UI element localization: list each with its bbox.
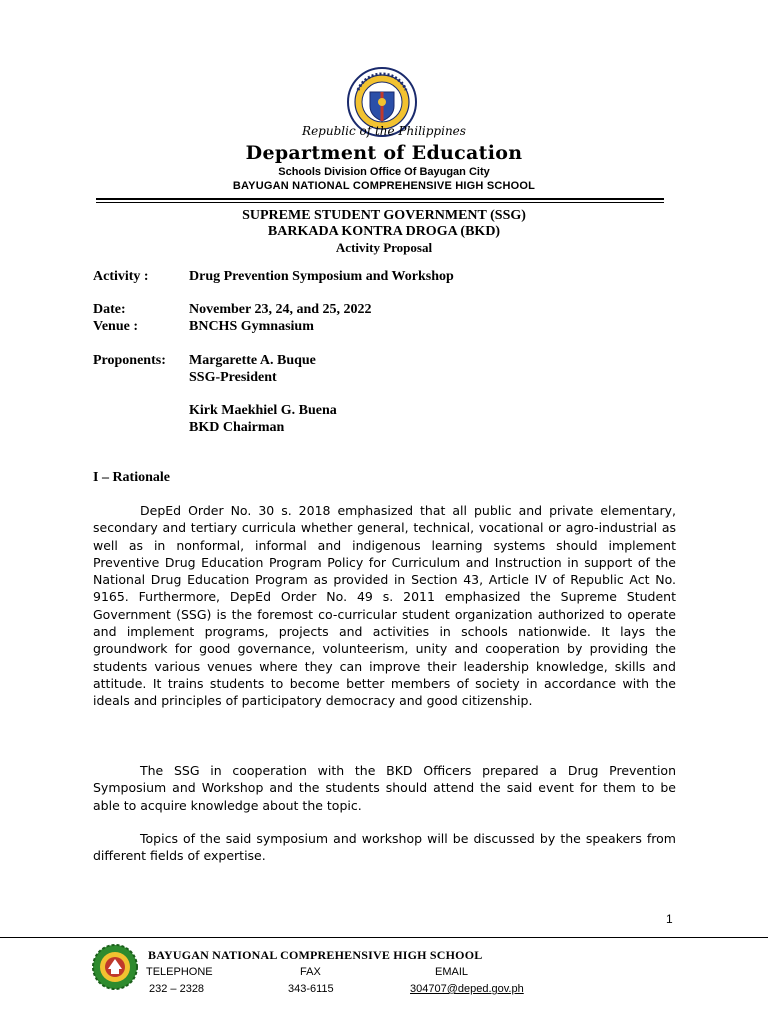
department-heading: Department of Education (245, 142, 523, 164)
date-value: November 23, 24, and 25, 2022 (189, 302, 372, 317)
date-label: Date: (93, 302, 126, 317)
rationale-paragraph-3: Topics of the said symposium and workshop will be discussed by the speakers from different fields of expertise. (93, 831, 676, 864)
division-office-heading: Schools Division Office Of Bayugan City (278, 166, 490, 178)
header-rule-thin (96, 202, 664, 203)
fax-value: 343-6115 (288, 983, 334, 995)
email-label: EMAIL (435, 966, 469, 978)
title-bkd: BARKADA KONTRA DROGA (BKD) (267, 224, 501, 239)
rationale-paragraph-1: DepEd Order No. 30 s. 2018 emphasized that all public and private elementary, secondary and tertiary curricula whether general, technical, vocational or agro-industrial as well as in nonformal, informal and indigenous learning systems should implement Preventive Drug Education Program Policy for Curriculum and Instruction in support of the National Drug Education Program as provided in Section 43, Article IV of Republic Act No. 9165. Furthermore, DepEd Order No. 49 s. 2011 emphasized the Supreme Student Government (SSG) is the foremost co-curricular student organization authorized to operate and implement programs, projects and activities in schools nationwide. It lays the groundwork for good governance, volunteerism, unity and cooperation by providing the students various venues where they can improve their leadership knowledge, skills and attitude. It trains students to become better members of society in accordance with the ideals and principles of participatory democracy and good citizenship. (93, 503, 676, 709)
school-logo (92, 944, 138, 990)
activity-value: Drug Prevention Symposium and Workshop (189, 269, 454, 284)
proponent-1-role: SSG-President (189, 370, 277, 385)
proponents-label: Proponents: (93, 353, 166, 368)
footer-school-name: BAYUGAN NATIONAL COMPREHENSIVE HIGH SCHOOL (148, 948, 483, 962)
page-number: 1 (666, 912, 673, 926)
fax-label: FAX (300, 966, 321, 978)
header-rule-thick (96, 198, 664, 200)
title-activity-proposal: Activity Proposal (335, 240, 433, 255)
rationale-paragraph-2: The SSG in cooperation with the BKD Officers prepared a Drug Prevention Symposium and Workshop and the students should attend the said event for them to be able to acquire knowledge about the topic. (93, 763, 676, 813)
telephone-value: 232 – 2328 (149, 983, 205, 995)
venue-label: Venue : (93, 319, 138, 334)
venue-value: BNCHS Gymnasium (189, 319, 314, 334)
email-link[interactable]: 304707@deped.gov.ph (410, 983, 524, 995)
title-ssg: SUPREME STUDENT GOVERNMENT (SSG) (242, 208, 526, 223)
footer-rule (0, 937, 768, 938)
telephone-label: TELEPHONE (146, 966, 213, 978)
section-heading-rationale: I – Rationale (93, 470, 170, 485)
proponent-2-role: BKD Chairman (189, 420, 285, 435)
proponent-2-name: Kirk Maekhiel G. Buena (189, 403, 337, 418)
school-heading: BAYUGAN NATIONAL COMPREHENSIVE HIGH SCHOOL (232, 180, 536, 192)
republic-heading: Republic of the Philippines (302, 124, 466, 138)
activity-label: Activity : (93, 269, 149, 284)
proponent-1-name: Margarette A. Buque (189, 353, 316, 368)
